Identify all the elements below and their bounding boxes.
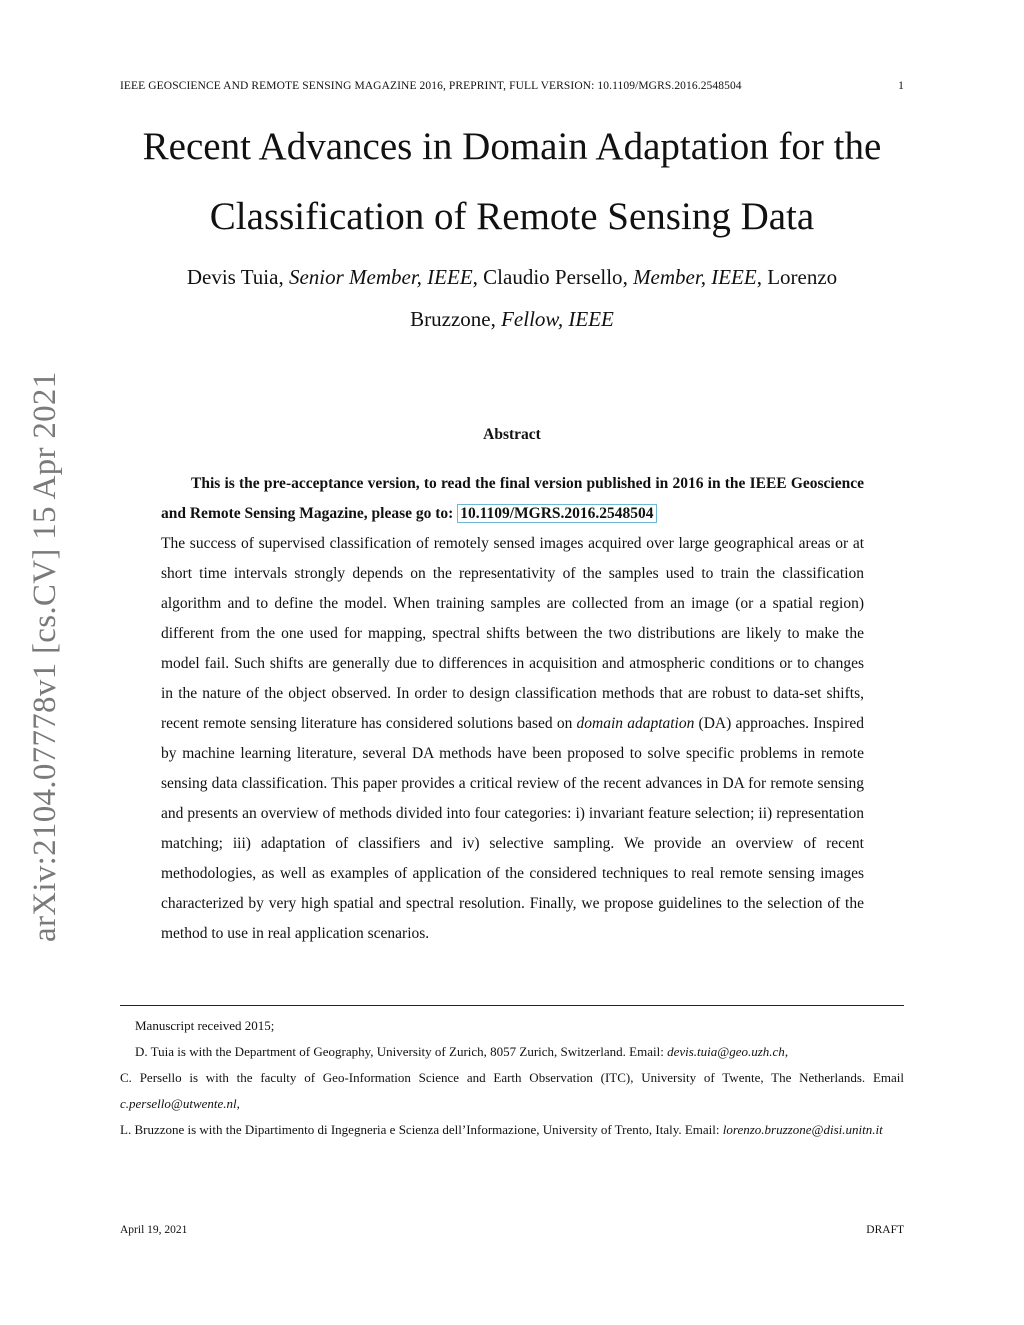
title-line-2: Classification of Remote Sensing Data <box>209 195 815 238</box>
author-role: Fellow, IEEE <box>501 307 614 331</box>
author-list: Devis Tuia, Senior Member, IEEE, Claudio Persello, Member, IEEE, Lorenzo Bruzzone, Fellow, IEEE <box>186 265 838 331</box>
footnote-tuia: D. Tuia is with the Department of Geography, University of Zurich, 8057 Zurich, Switzerland. Email: devis.tuia@geo.uzh.ch, <box>135 1044 789 1059</box>
arxiv-identifier: arXiv:2104.07778v1 [cs.CV] 15 Apr 2021 <box>27 371 63 942</box>
footer-status: DRAFT <box>866 1224 904 1236</box>
author-name: Claudio Persello <box>483 265 623 289</box>
footnote-bruzzone-text: L. Bruzzone is with the Dipartimento di Ingegneria e Scienza dell’Informazione, University of Trento, Italy. Email: <box>120 1122 723 1137</box>
abstract-paragraph <box>161 529 864 949</box>
journal-header: IEEE GEOSCIENCE AND REMOTE SENSING MAGAZINE 2016, PREPRINT, FULL VERSION: 10.1109/MGRS.2016.2548504 <box>120 80 742 92</box>
page-number: 1 <box>898 80 904 92</box>
author-name: Devis Tuia <box>186 265 279 289</box>
footer-date: April 19, 2021 <box>120 1224 188 1236</box>
footnote-bruzzone <box>120 1117 904 1143</box>
preprint-note <box>161 469 864 529</box>
author-role: Member, IEEE <box>633 265 757 289</box>
abstract-emphasis: domain adaptation <box>576 715 695 732</box>
email-link[interactable]: lorenzo.bruzzone@disi.unitn.it <box>722 1122 883 1137</box>
author-role: Senior Member, IEEE <box>288 265 473 289</box>
footnote-divider <box>120 1005 904 1006</box>
abstract-text-part-1: The success of supervised classification of remotely sensed images acquired over large geographical areas or at short time intervals strongly depends on the representativity of the samples used to train the classification algorithm and to define the model. When training samples are collected from an image (or a spatial region) different from the one used for mapping, spectral shifts between the two distributions are likely to make the model fail. Such shifts are generally due to differences in acquisition and atmospheric conditions or to changes in the nature of the object observed. In order to design classification methods that are robust to data-set shifts, recent remote sensing literature has considered solutions based on <box>161 535 864 732</box>
abstract-heading: Abstract <box>483 426 541 443</box>
abstract-text-part-2: (DA) approaches. Inspired by machine learning literature, several DA methods have been proposed to solve specific problems in remote sensing data classification. This paper provides a critical review of the recent advances in DA for remote sensing and presents an overview of methods divided into four categories: i) invariant feature selection; ii) representation matching; iii) adaptation of classifiers and iv) selective sampling. We provide an overview of recent methodologies, as well as examples of application of the considered techniques to real remote sensing images characterized by very high spatial and spectral resolution. Finally, we propose guidelines to the selection of the method to use in real application scenarios. <box>161 715 865 942</box>
email-link[interactable]: devis.tuia@geo.uzh.ch <box>667 1044 785 1059</box>
author-name: Lorenzo <box>767 265 838 289</box>
email-link[interactable]: c.persello@utwente.nl <box>120 1096 237 1111</box>
footnote-received <box>120 1013 904 1039</box>
author-name: Bruzzone <box>410 307 491 331</box>
preprint-note-text: This is the pre-acceptance version, to read the final version published in 2016 in the IEEE Geoscience and Remote Sensing Magazine, please go to: <box>161 475 864 522</box>
paper-title <box>100 112 924 252</box>
footnote-tuia-text: D. Tuia is with the Department of Geography, University of Zurich, 8057 Zurich, Switzerland. Email: <box>135 1044 668 1059</box>
footnotes <box>120 1013 904 1143</box>
footnote-received-text: Manuscript received 2015; <box>135 1018 275 1033</box>
footnote-persello: C. Persello is with the faculty of Geo-Information Science and Earth Observation (ITC), University of Twente, The Netherlands. Email c.persello@utwente.nl, <box>120 1070 904 1111</box>
doi-link[interactable]: 10.1109/MGRS.2016.2548504 <box>457 504 656 523</box>
title-line-1: Recent Advances in Domain Adaptation for the <box>142 125 882 168</box>
footnote-persello-text: C. Persello is with the faculty of Geo-Information Science and Earth Observation (ITC), University of Twente, The Netherlands. Email <box>120 1070 904 1085</box>
